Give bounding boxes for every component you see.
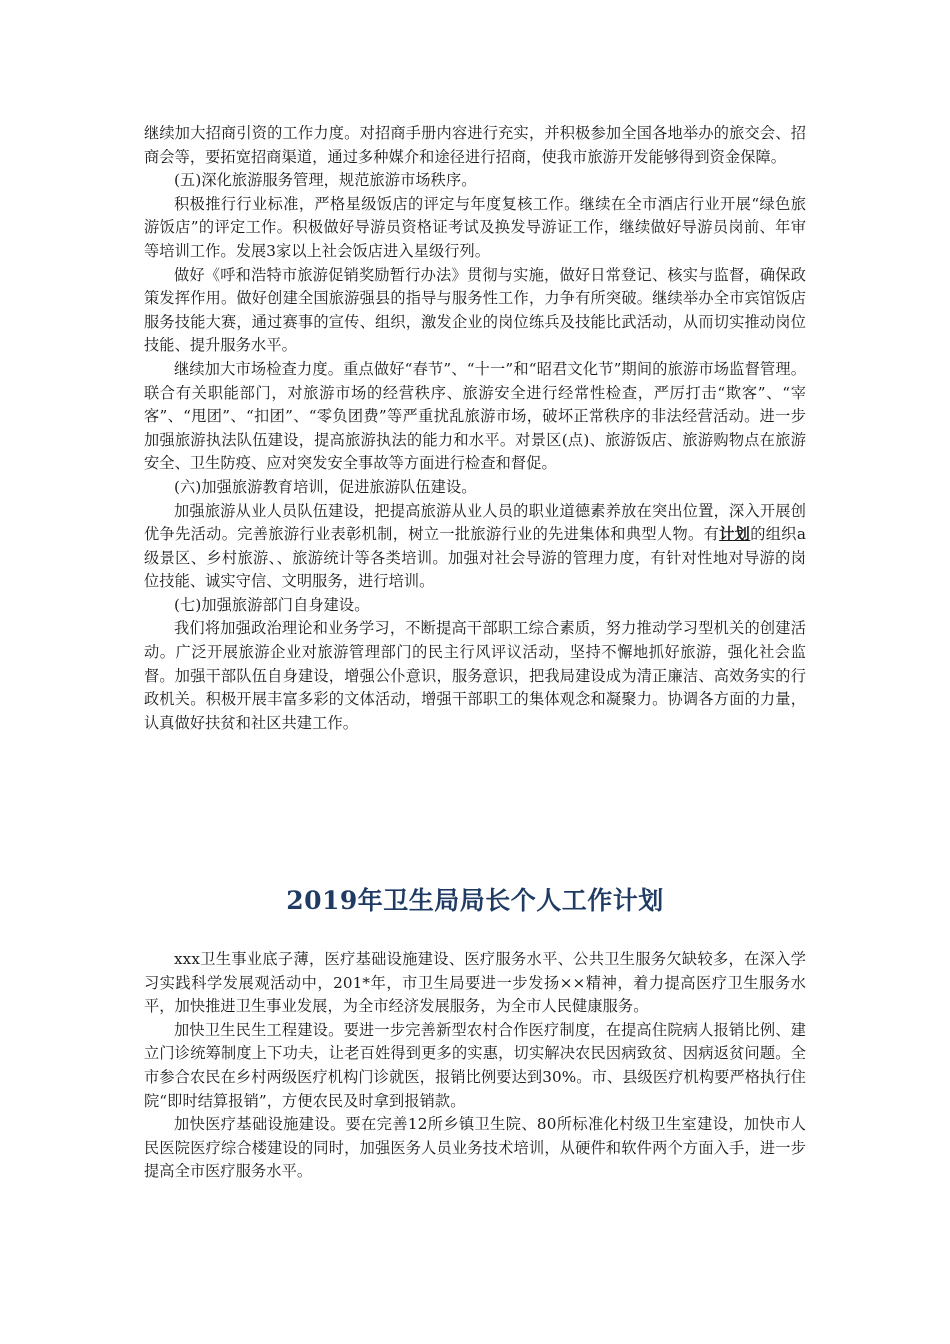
- section-heading-5: (五)深化旅游服务管理，规范旅游市场秩序。: [174, 171, 477, 190]
- document-title: 2019年卫生局局长个人工作计划: [286, 886, 664, 915]
- paragraph-6a: [144, 500, 806, 594]
- section-heading-6: (六)加强旅游教育培训，促进旅游队伍建设。: [174, 477, 477, 496]
- paragraph-5b: 做好《呼和浩特市旅游促销奖励暂行办法》贯彻与实施，做好日常登记、核实与监督，确保政策发挥作用。做好创建全国旅游强县的指导与服务性工作，力争有所突破。继续举办全市宾馆饭店服务技能大赛，通过赛事的宣传、组织，激发企业的岗位练兵及技能比武活动，从而切实推动岗位技能、提升服务水平。: [144, 265, 806, 355]
- section-heading-7: (七)加强旅游部门自身建设。: [174, 595, 370, 614]
- paragraph-6a-text-post: 的组织a级景区、乡村旅游、、旅游统计等各类培训。加强对社会导游的管理力度，有针对性地对导游的岗位技能、诚实守信、文明服务，进行培训。: [144, 525, 806, 591]
- document-body-part1: [144, 122, 806, 735]
- document-body-part2: [144, 948, 806, 1184]
- paragraph-health-intro: xxx卫生事业底子薄，医疗基础设施建设、医疗服务水平、公共卫生服务欠缺较多，在深入学习实践科学发展观活动中，201*年，市卫生局要进一步发扬××精神，着力提高医疗卫生服务水平，加快推进卫生事业发展，为全市经济发展服务，为全市人民健康服务。: [144, 950, 806, 1016]
- plan-link[interactable]: 计划: [719, 525, 751, 544]
- paragraph-7a: 我们将加强政治理论和业务学习，不断提高干部职工综合素质，努力推动学习型机关的创建活动。广泛开展旅游企业对旅游管理部门的民主行风评议活动，坚持不懈地抓好旅游，强化社会监督。加强干部队伍自身建设，增强公仆意识，服务意识，把我局建设成为清正廉洁、高效务实的行政机关。积极开展丰富多彩的文体活动，增强干部职工的集体观念和凝聚力。协调各方面的力量，认真做好扶贫和社区共建工作。: [144, 619, 806, 732]
- paragraph-6a-text-pre: 加强旅游从业人员队伍建设，把提高旅游从业人员的职业道德素养放在突出位置，深入开展创优争先活动。完善旅游行业表彰机制，树立一批旅游行业的先进集体和典型人物。有: [144, 501, 806, 544]
- paragraph-investment: 继续加大招商引资的工作力度。对招商手册内容进行充实，并积极参加全国各地举办的旅交会、招商会等，要拓宽招商渠道，通过多种媒介和途径进行招商，使我市旅游开发能够得到资金保障。: [144, 124, 806, 166]
- paragraph-5c: 继续加大市场检查力度。重点做好“春节”、“十一”和“昭君文化节”期间的旅游市场监督管理。联合有关职能部门，对旅游市场的经营秩序、旅游安全进行经常性检查，严厉打击“欺客”、“宰客”、“甩团”、“扣团”、“零负团费”等严重扰乱旅游市场，破坏正常秩序的非法经营活动。进一步加强旅游执法队伍建设，提高旅游执法的能力和水平。对景区(点)、旅游饭店、旅游购物点在旅游安全、卫生防疫、应对突发安全事故等方面进行检查和督促。: [144, 359, 806, 473]
- paragraph-5a: 积极推行行业标准，严格星级饭店的评定与年度复核工作。继续在全市酒店行业开展“绿色旅游饭店”的评定工作。积极做好导游员资格证考试及换发导游证工作，继续做好导游员岗前、年审等培训工作。发展3家以上社会饭店进入星级行列。: [144, 194, 806, 260]
- paragraph-health-infrastructure: 加快医疗基础设施建设。要在完善12所乡镇卫生院、80所标准化村级卫生室建设，加快市人民医院医疗综合楼建设的同时，加强医务人员业务技术培训，从硬件和软件两个方面入手，进一步提高全市医疗服务水平。: [144, 1115, 806, 1181]
- paragraph-health-welfare: 加快卫生民生工程建设。要进一步完善新型农村合作医疗制度，在提高住院病人报销比例、建立门诊统筹制度上下功夫，让老百姓得到更多的实惠，切实解决农民因病致贫、因病返贫问题。全市参合农民在乡村两级医疗机构门诊就医，报销比例要达到30%。市、县级医疗机构要严格执行住院“即时结算报销”，方便农民及时拿到报销款。: [144, 1020, 806, 1110]
